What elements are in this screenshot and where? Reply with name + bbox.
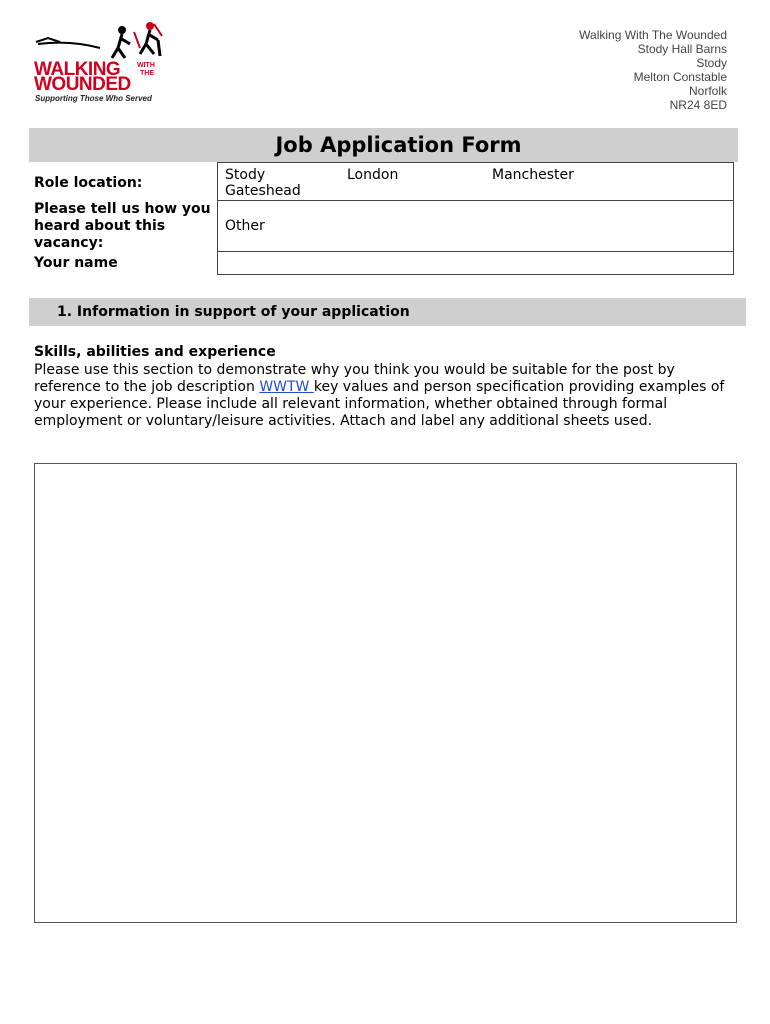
- logo-text-wounded: WOUNDED: [34, 74, 131, 95]
- address-line: Melton Constable: [633, 70, 727, 84]
- your-name-input[interactable]: [217, 251, 734, 275]
- role-location-label: Role location:: [34, 175, 143, 191]
- heard-about-field[interactable]: [217, 200, 734, 252]
- logo-text-the: THE: [140, 70, 154, 77]
- logo-text-with: WITH: [137, 62, 155, 69]
- logo-text-walking: WALKING: [34, 59, 121, 80]
- heard-about-label: Please tell us how you heard about this vacancy:: [34, 201, 211, 251]
- address-line: NR24 8ED: [669, 98, 727, 112]
- location-option-stody[interactable]: Stody: [225, 167, 266, 183]
- location-option-gateshead[interactable]: Gateshead: [225, 183, 301, 199]
- wwtw-link[interactable]: WWTW: [259, 379, 314, 395]
- address-line: Stody: [696, 56, 727, 70]
- address-line: Walking With The Wounded: [579, 28, 727, 42]
- organisation-address: [579, 28, 727, 112]
- instructions-text: Please use this section to demonstrate why you think you would be suitable for the post by reference to the job description: [34, 362, 675, 395]
- your-name-label: Your name: [34, 255, 118, 271]
- heard-about-value: Other: [225, 218, 265, 234]
- location-option-manchester[interactable]: Manchester: [492, 167, 574, 183]
- address-line: Norfolk: [688, 84, 727, 98]
- logo-tagline: Supporting Those Who Served: [35, 94, 152, 103]
- skills-answer-box[interactable]: [34, 463, 737, 923]
- section-heading: 1. Information in support of your application: [57, 304, 410, 320]
- instructions-text-continued: key values and person specification providing examples of your experience. Please include all relevant information, whether obtained through formal employment or voluntary/leisure activities. Attach and label any additional sheets used.: [34, 379, 725, 429]
- address-line: Stody Hall Barns: [637, 42, 727, 56]
- skills-heading: Skills, abilities and experience: [34, 344, 276, 360]
- instructions-paragraph: [34, 362, 746, 430]
- location-option-london[interactable]: London: [347, 167, 399, 183]
- page-title: Job Application Form: [275, 133, 522, 157]
